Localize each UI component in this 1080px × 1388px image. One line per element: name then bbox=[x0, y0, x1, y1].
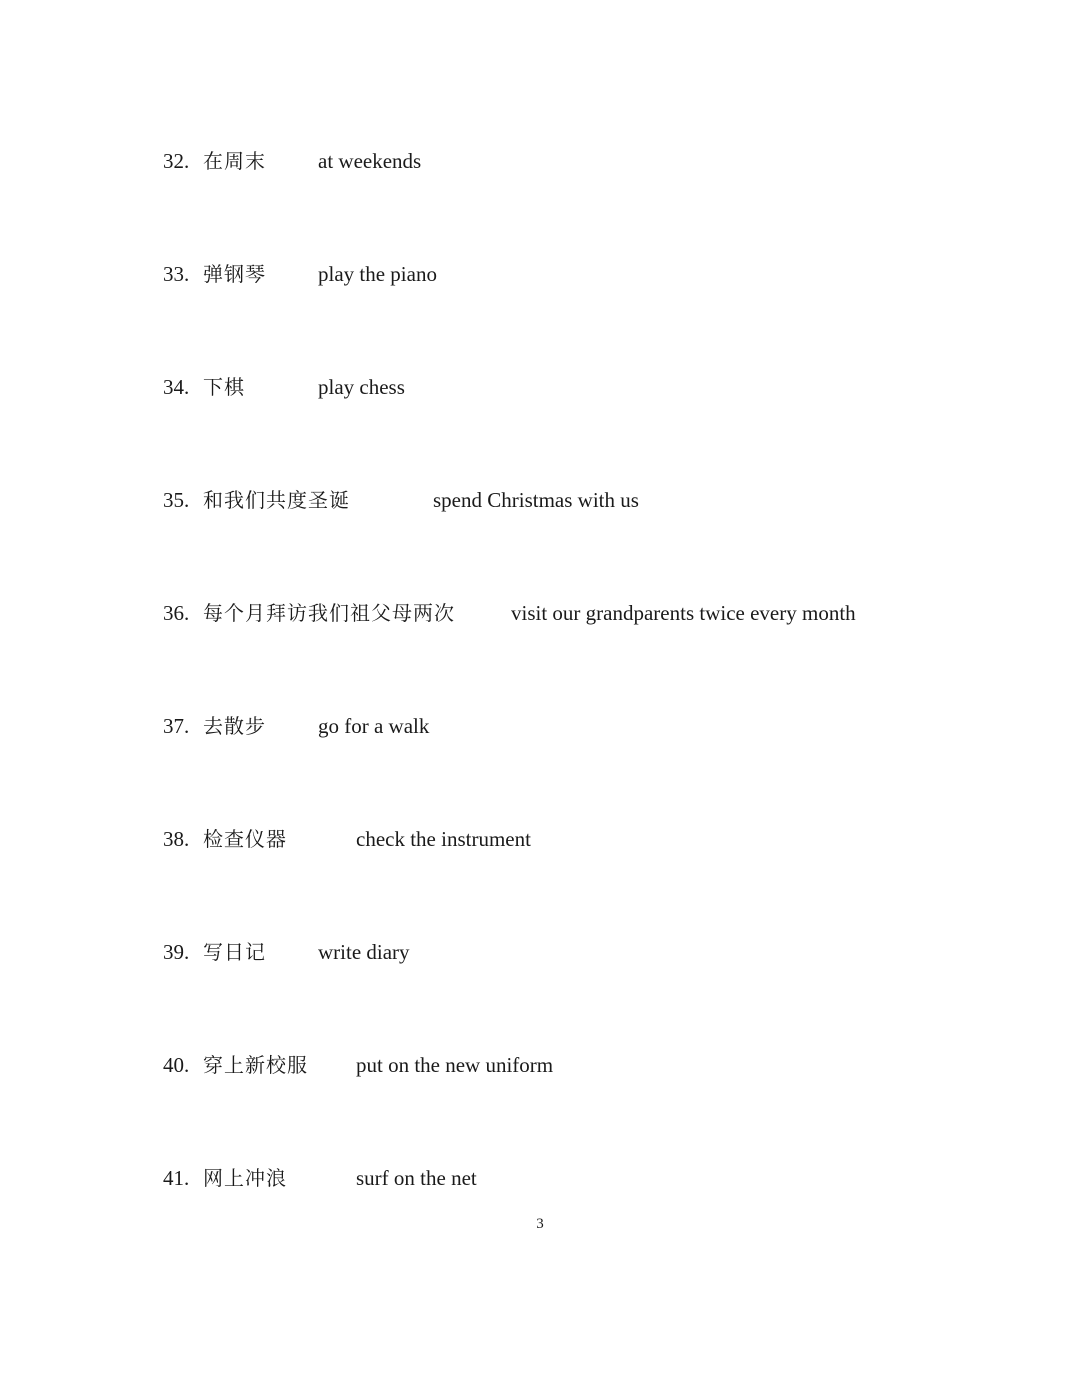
entry-chinese: 检查仪器 bbox=[203, 827, 287, 851]
entry-chinese: 网上冲浪 bbox=[203, 1166, 287, 1190]
entry-english: at weekends bbox=[318, 149, 422, 173]
entry-number: 32. bbox=[163, 149, 190, 173]
entry-number: 40. bbox=[163, 1053, 190, 1077]
entry-chinese: 和我们共度圣诞 bbox=[203, 488, 350, 512]
entry-english: surf on the net bbox=[356, 1166, 477, 1190]
entry-english: put on the new uniform bbox=[356, 1053, 554, 1077]
entry-english: go for a walk bbox=[318, 714, 430, 738]
entry-chinese: 去散步 bbox=[203, 714, 266, 738]
entry-english: play the piano bbox=[318, 262, 437, 286]
entry-english: write diary bbox=[318, 940, 410, 964]
entry-english: visit our grandparents twice every month bbox=[511, 601, 856, 625]
entry-number: 35. bbox=[163, 488, 190, 512]
entry-chinese: 在周末 bbox=[203, 149, 266, 173]
entry-number: 38. bbox=[163, 827, 190, 851]
entry-number: 39. bbox=[163, 940, 190, 964]
entry-chinese: 下棋 bbox=[203, 375, 245, 399]
entry-english: play chess bbox=[318, 375, 405, 399]
entry-chinese: 弹钢琴 bbox=[203, 262, 266, 286]
entry-number: 37. bbox=[163, 714, 190, 738]
entry-chinese: 写日记 bbox=[203, 940, 266, 964]
entry-chinese: 穿上新校服 bbox=[203, 1053, 308, 1077]
entry-number: 41. bbox=[163, 1166, 190, 1190]
entry-number: 34. bbox=[163, 375, 190, 399]
entry-english: check the instrument bbox=[356, 827, 531, 851]
entry-english: spend Christmas with us bbox=[433, 488, 639, 512]
entry-number: 36. bbox=[163, 601, 190, 625]
entry-chinese: 每个月拜访我们祖父母两次 bbox=[203, 601, 455, 625]
entry-number: 33. bbox=[163, 262, 190, 286]
page-number: 3 bbox=[536, 1216, 544, 1232]
